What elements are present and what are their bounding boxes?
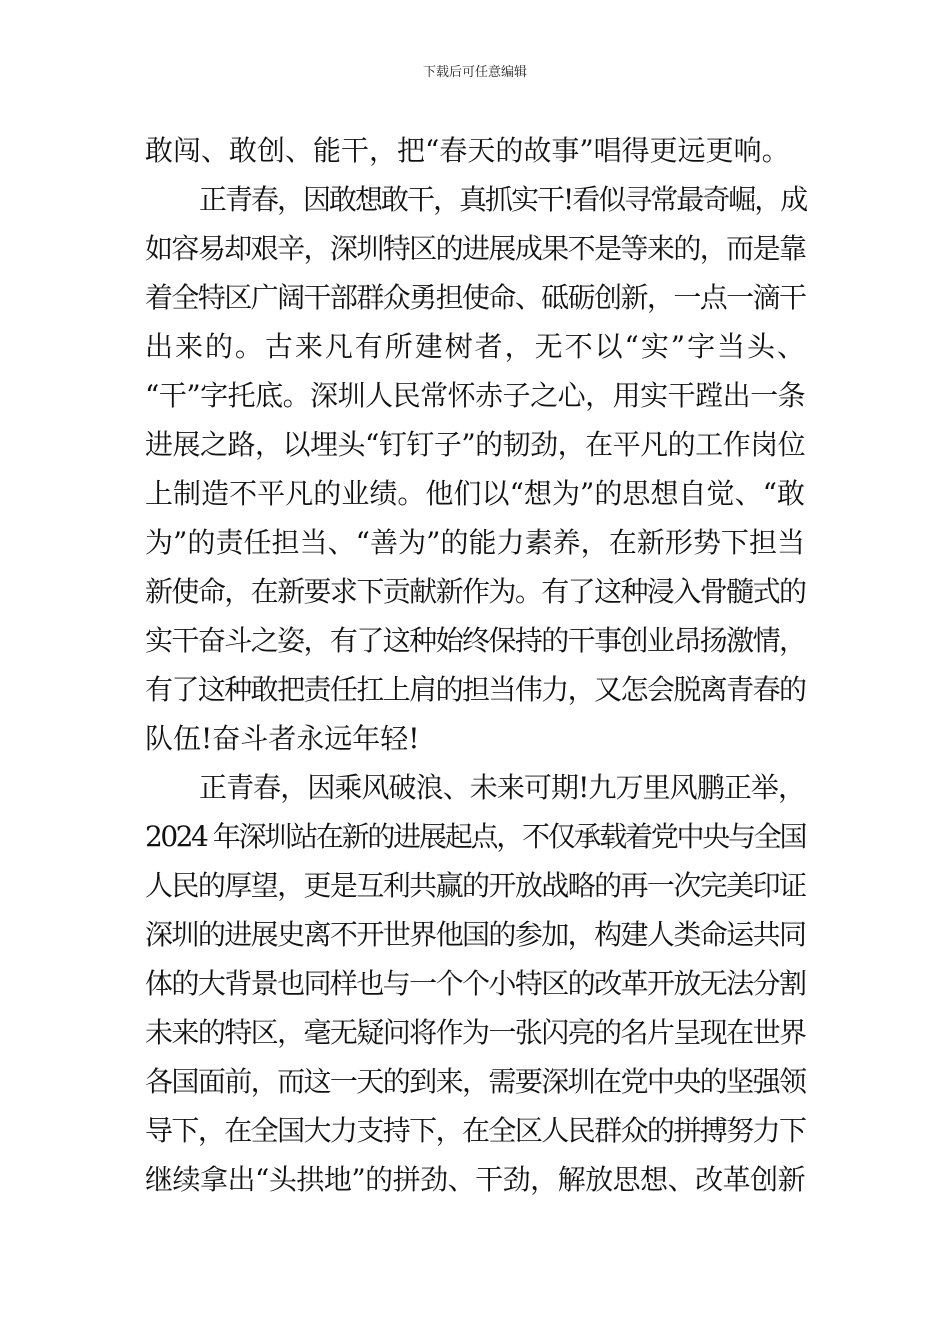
paragraph-line: 正青春，因敢想敢干，真抓实干!看似寻常最奇崛，成 — [199, 183, 807, 216]
paragraph-line: 敢闯、敢创、能干，把“春天的故事”唱得更远更响。 — [145, 134, 790, 167]
paragraph-1 — [145, 126, 805, 175]
paragraph-line: 有了这种敢把责任扛上肩的担当伟力，又怎会脱离青春的 — [145, 673, 805, 706]
paragraph-line: 各国面前，而这一天的到来，需要深圳在党中央的坚强领 — [145, 1065, 805, 1098]
paragraph-2 — [145, 175, 805, 763]
paragraph-line: 体的大背景也同样也与一个个小特区的改革开放无法分割 — [145, 967, 805, 1000]
paragraph-3 — [145, 763, 805, 1204]
paragraph-line: 正青春，因乘风破浪、未来可期!九万里风鹏正举， — [199, 771, 805, 804]
paragraph-line: 队伍!奋斗者永远年轻! — [145, 722, 420, 755]
paragraph-line: “干”字托底。深圳人民常怀赤子之心，用实干蹚出一条 — [145, 379, 806, 412]
document-body — [145, 126, 805, 1204]
paragraph-line: 为”的责任担当、“善为”的能力素养，在新形势下担当 — [145, 526, 805, 559]
paragraph-line: 进展之路，以埋头“钉钉子”的韧劲，在平凡的工作岗位 — [145, 428, 806, 461]
paragraph-line: 实干奋斗之姿，有了这种始终保持的干事创业昂扬激情， — [145, 624, 805, 657]
paragraph-line: 未来的特区，毫无疑问将作为一张闪亮的名片呈现在世界 — [145, 1016, 805, 1049]
paragraph-line: 继续拿出“头拱地”的拼劲、干劲，解放思想、改革创新 — [145, 1163, 806, 1196]
paragraph-line: 如容易却艰辛，深圳特区的进展成果不是等来的，而是靠 — [145, 232, 805, 265]
paragraph-line: 导下，在全国大力支持下，在全区人民群众的拼搏努力下 — [145, 1114, 805, 1147]
paragraph-line: 着全特区广阔干部群众勇担使命、砥砺创新，一点一滴干 — [145, 281, 805, 314]
paragraph-line: 上制造不平凡的业绩。他们以“想为”的思想自觉、“敢 — [145, 477, 805, 510]
paragraph-line: 2024 年深圳站在新的进展起点，不仅承载着党中央与全国 — [145, 820, 805, 853]
paragraph-line: 人民的厚望，更是互利共赢的开放战略的再一次完美印证 — [145, 869, 805, 902]
paragraph-line: 新使命，在新要求下贡献新作为。有了这种浸入骨髓式的 — [145, 575, 805, 608]
paragraph-line: 深圳的进展史离不开世界他国的参加，构建人类命运共同 — [145, 918, 805, 951]
paragraph-line: 出来的。古来凡有所建树者，无不以“实”字当头、 — [145, 330, 805, 363]
page-header: 下载后可任意编辑 — [422, 65, 527, 80]
